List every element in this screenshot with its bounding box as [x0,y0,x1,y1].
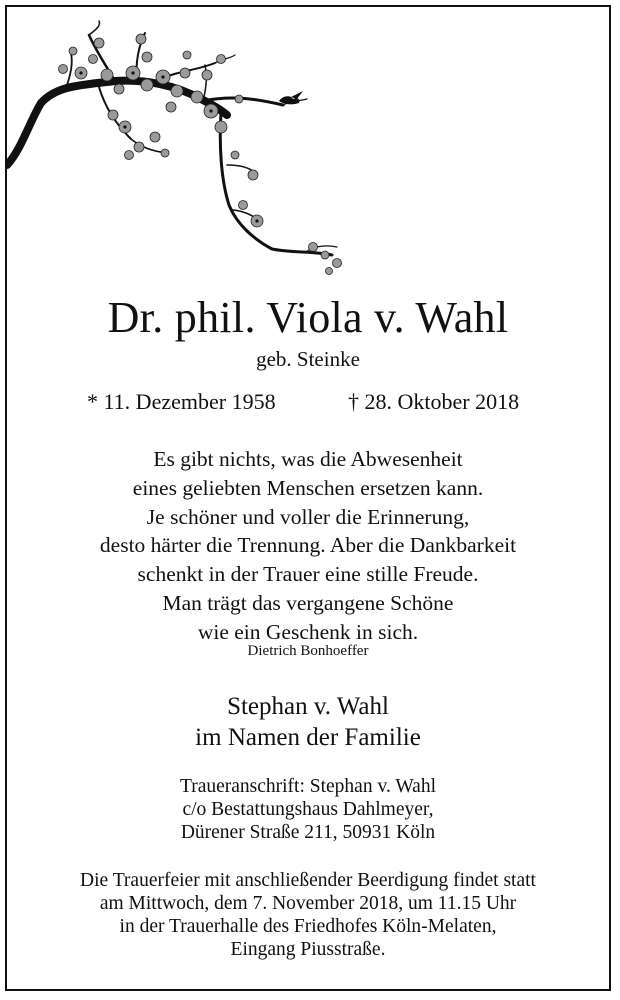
obituary-notice [5,5,611,991]
deceased-name: Dr. phil. Viola v. Wahl [107,293,509,342]
cherry-blossom-branch-illustration [7,15,357,280]
service-line: Die Trauerfeier mit anschließender Beerdigung findet statt [80,870,536,891]
signer-role: im Namen der Familie [195,724,421,751]
address-line: Dürener Straße 211, 50931 Köln [180,822,436,843]
birth-name: geb. Steinke [256,347,360,371]
quote-line: Es gibt nichts, was die Abwesenheit [153,447,463,471]
address-line: Traueranschrift: Stephan v. Wahl [179,776,437,797]
quote-author: Dietrich Bonhoeffer [247,643,369,659]
signer-block [7,691,609,753]
birth-date: * 11. Dezember 1958 [87,389,276,414]
address-line: c/o Bestattungshaus Dahlmeyer, [182,799,434,820]
quote-line: schenkt in der Trauer eine stille Freude. [137,562,479,587]
service-line: am Mittwoch, dem 7. November 2018, um 11.15 Uhr [99,893,517,914]
funeral-service-info [7,869,609,961]
memorial-quote [7,445,609,647]
quote-line: Man trägt das vergangene Schöne [162,590,454,615]
quote-line: eines geliebten Menschen ersetzen kann. [132,475,484,500]
mourning-address [7,775,609,844]
service-line: Eingang Piusstraße. [230,939,386,960]
signer-name: Stephan v. Wahl [227,693,389,720]
quote-line: wie ein Geschenk in sich. [197,619,419,644]
quote-line: Je schöner und voller die Erinnerung, [146,504,470,529]
quote-line: desto härter die Trennung. Aber die Dankbarkeit [99,533,517,558]
service-line: in der Trauerhalle des Friedhofes Köln-Melaten, [119,916,497,937]
death-date: † 28. Oktober 2018 [348,389,520,414]
